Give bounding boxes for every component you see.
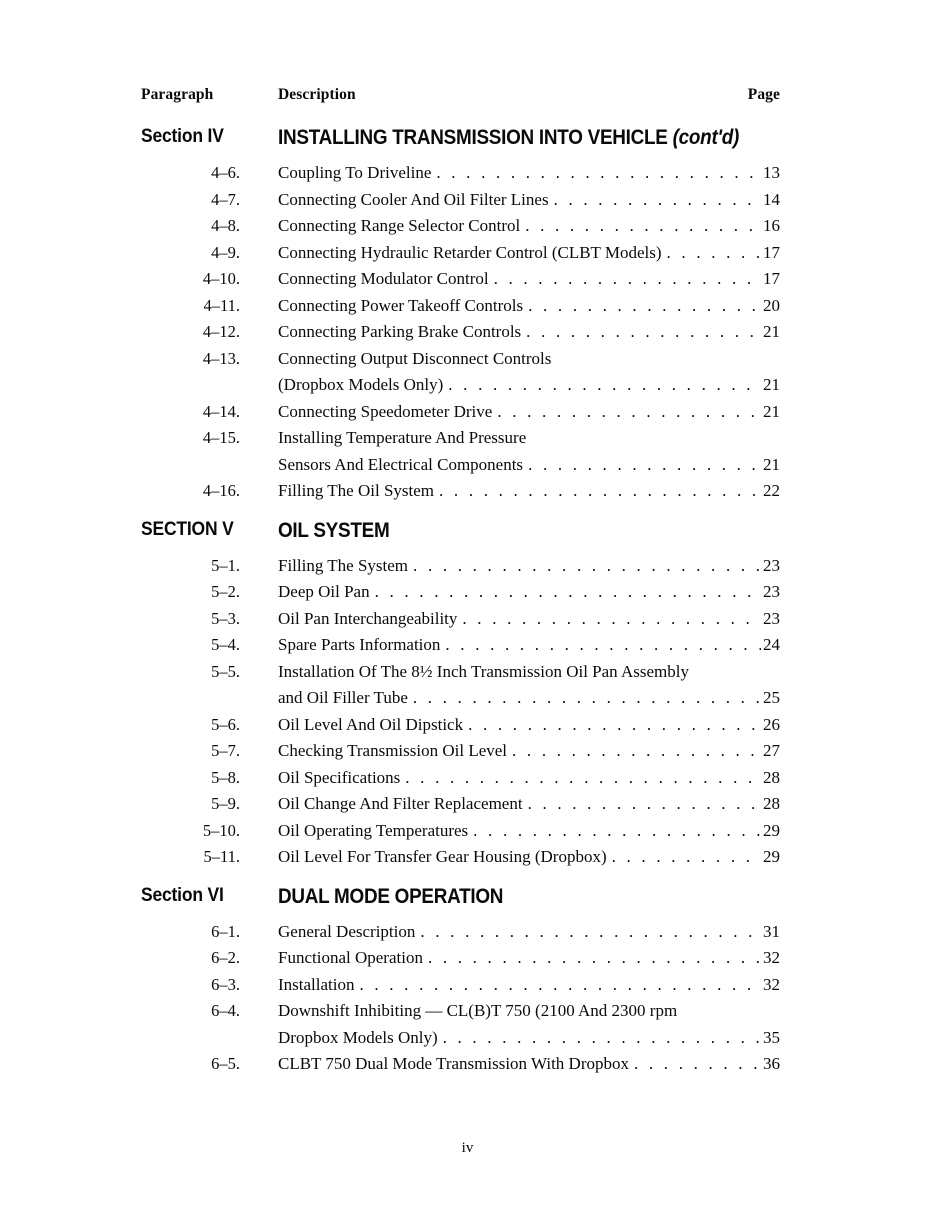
column-header-page: Page — [747, 86, 780, 103]
toc-entry-line — [278, 425, 780, 452]
dot-leader — [473, 818, 761, 845]
section-title — [278, 126, 739, 150]
toc-entry-line — [278, 606, 780, 633]
toc-entry-line — [278, 712, 780, 739]
toc-entry-title: (Dropbox Models Only) — [278, 375, 444, 394]
toc-entry[interactable] — [141, 606, 780, 633]
toc-entry-number: 4–9. — [211, 242, 240, 262]
dot-leader — [443, 1025, 761, 1052]
toc-entry[interactable] — [141, 240, 780, 267]
toc-entry-title: Oil Operating Temperatures — [278, 820, 469, 840]
toc-entry[interactable] — [141, 945, 780, 972]
toc-entry-line — [278, 998, 780, 1025]
dot-leader — [528, 791, 761, 818]
toc-entry-line — [278, 579, 780, 606]
dot-leader — [436, 160, 761, 187]
section-title — [278, 885, 503, 909]
toc-entry-line — [278, 399, 780, 426]
toc-entry-number: 6–4. — [211, 1001, 240, 1020]
section-label: SECTION V — [141, 518, 234, 540]
toc-entry[interactable] — [141, 632, 780, 659]
dot-leader — [413, 685, 761, 712]
section-title-continued: (cont'd) — [672, 126, 740, 149]
toc-entry-number: 4–6. — [211, 163, 240, 182]
toc-entry-title: Connecting Cooler And Oil Filter Lines — [278, 189, 549, 209]
toc-entry-line — [278, 765, 780, 792]
toc-entry-page-number: 22 — [763, 481, 780, 500]
toc-entry-number: 5–11. — [203, 847, 240, 866]
toc-entry-page-number: 29 — [763, 820, 780, 840]
column-header-description: Description — [278, 86, 356, 103]
toc-entry-body — [278, 478, 780, 505]
toc-entry[interactable] — [141, 160, 780, 187]
dot-leader — [634, 1051, 761, 1078]
dot-leader — [526, 319, 761, 346]
toc-entry-line — [278, 240, 780, 267]
toc-entry-page-number: 21 — [763, 322, 780, 341]
toc-entry-line — [278, 452, 780, 479]
toc-entry-number: 5–9. — [211, 794, 240, 813]
toc-entry-page-number: 23 — [763, 608, 780, 628]
toc-entry-number: 6–2. — [211, 948, 240, 967]
dot-leader — [439, 478, 761, 505]
toc-entry[interactable] — [141, 478, 780, 505]
toc-entry-line — [278, 1051, 780, 1078]
toc-entry-page-number: 32 — [763, 974, 780, 994]
toc-entry-page-number: 23 — [763, 555, 780, 575]
toc-entry-line — [278, 553, 780, 580]
toc-entry-body — [278, 919, 780, 946]
toc-entry-body — [278, 972, 780, 999]
toc-entry-page-number: 29 — [763, 847, 780, 866]
toc-entry-body — [278, 240, 780, 267]
dot-leader — [528, 452, 761, 479]
dot-leader — [445, 632, 761, 659]
toc-entry-title: Filling The System — [278, 555, 409, 575]
toc-entry-page-number: 31 — [763, 921, 780, 941]
dot-leader — [667, 240, 761, 267]
toc-entry-title: Connecting Parking Brake Controls — [278, 322, 522, 341]
table-of-contents — [141, 126, 780, 1078]
toc-entry-number: 5–8. — [211, 767, 240, 787]
toc-entry-number: 4–7. — [211, 189, 240, 209]
toc-entry-line — [278, 187, 780, 214]
toc-entry-line — [278, 319, 780, 346]
toc-entry-title: Oil Change And Filter Replacement — [278, 794, 523, 813]
toc-entry[interactable] — [141, 791, 780, 818]
column-header-paragraph: Paragraph — [141, 86, 214, 103]
toc-entry[interactable] — [141, 425, 780, 478]
toc-entry-body — [278, 998, 780, 1051]
dot-leader — [428, 945, 761, 972]
toc-entry-line — [278, 293, 780, 320]
toc-entry-page-number: 25 — [763, 688, 780, 707]
toc-entry-number: 5–1. — [211, 555, 240, 575]
toc-entry-number: 6–5. — [211, 1054, 240, 1073]
section-heading — [141, 126, 780, 160]
dot-leader — [468, 712, 761, 739]
toc-entry-page-number: 21 — [763, 375, 780, 394]
toc-entry-title: Oil Pan Interchangeability — [278, 608, 458, 628]
dot-leader — [405, 765, 761, 792]
toc-entry-body — [278, 1051, 780, 1078]
toc-entry-title: Oil Specifications — [278, 767, 401, 787]
toc-entry-body — [278, 606, 780, 633]
toc-entry-title: Dropbox Models Only) — [278, 1027, 438, 1047]
section-heading — [141, 519, 780, 553]
section-title-text: OIL SYSTEM — [278, 518, 390, 542]
dot-leader — [512, 738, 761, 765]
toc-entry[interactable] — [141, 346, 780, 399]
toc-entry-body — [278, 945, 780, 972]
toc-entry-number: 5–2. — [211, 582, 240, 601]
toc-entry-line — [278, 818, 780, 845]
toc-entry[interactable] — [141, 1051, 780, 1078]
section-label: Section VI — [141, 884, 224, 906]
toc-entry-body — [278, 844, 780, 871]
toc-entry-title: Connecting Speedometer Drive — [278, 401, 493, 421]
toc-entry-title: Functional Operation — [278, 948, 423, 967]
toc-entry-number: 5–5. — [211, 661, 240, 681]
toc-entry-body — [278, 266, 780, 293]
toc-entry-title: Installation Of The 8½ Inch Transmission Oil Pan Assembly — [278, 661, 689, 681]
toc-entry-title: Downshift Inhibiting — CL(B)T 750 (2100 And 2300 rpm — [278, 1001, 678, 1020]
toc-entry-line — [278, 478, 780, 505]
toc-entry-page-number: 13 — [763, 163, 780, 182]
toc-entry-page-number: 28 — [763, 767, 780, 787]
toc-entry-line — [278, 1025, 780, 1052]
toc-entry-number: 4–15. — [202, 428, 240, 447]
toc-entry-line — [278, 945, 780, 972]
toc-entry-body — [278, 213, 780, 240]
toc-entry-line — [278, 844, 780, 871]
toc-entry-line — [278, 738, 780, 765]
toc-entry-page-number: 14 — [763, 189, 780, 209]
toc-entry-title: Checking Transmission Oil Level — [278, 741, 508, 760]
section-label: Section IV — [141, 126, 224, 147]
toc-entry-body — [278, 187, 780, 214]
toc-entry-title: Coupling To Driveline — [278, 163, 432, 182]
toc-entry-line — [278, 266, 780, 293]
dot-leader — [462, 606, 761, 633]
toc-entry[interactable] — [141, 213, 780, 240]
toc-entry-body — [278, 399, 780, 426]
toc-entry-number: 6–1. — [211, 921, 240, 941]
toc-entry-body — [278, 346, 780, 399]
toc-entry-body — [278, 659, 780, 712]
toc-entry-title: and Oil Filler Tube — [278, 688, 408, 707]
toc-entry-title: Connecting Power Takeoff Controls — [278, 295, 524, 315]
toc-entry-body — [278, 293, 780, 320]
toc-entry[interactable] — [141, 765, 780, 792]
toc-entry-page-number: 32 — [763, 948, 780, 967]
toc-entry-number: 5–4. — [211, 635, 240, 654]
toc-entry-number: 4–11. — [203, 295, 240, 315]
toc-entry-page-number: 20 — [763, 295, 780, 315]
toc-entry-page-number: 28 — [763, 794, 780, 813]
section-title — [278, 519, 389, 543]
toc-entry-number: 5–3. — [211, 608, 240, 628]
dot-leader — [448, 372, 761, 399]
dot-leader — [554, 187, 761, 214]
toc-entry-title: General Description — [278, 921, 416, 941]
section-heading — [141, 885, 780, 919]
toc-entry-title: Connecting Modulator Control — [278, 269, 489, 288]
toc-entry-page-number: 36 — [763, 1054, 780, 1073]
toc-entry[interactable] — [141, 399, 780, 426]
toc-entry-number: 5–10. — [202, 820, 240, 840]
toc-entry-body — [278, 791, 780, 818]
toc-entry-body — [278, 712, 780, 739]
toc-entry[interactable] — [141, 553, 780, 580]
toc-entry[interactable] — [141, 712, 780, 739]
section-title-text: INSTALLING TRANSMISSION INTO VEHICLE — [278, 126, 673, 149]
toc-entry-number: 4–8. — [211, 216, 240, 235]
dot-leader — [494, 266, 761, 293]
toc-entry[interactable] — [141, 579, 780, 606]
toc-entry-title: Sensors And Electrical Components — [278, 454, 524, 474]
toc-entry-number: 5–6. — [211, 714, 240, 734]
toc-entry-body — [278, 738, 780, 765]
dot-leader — [413, 553, 761, 580]
dot-leader — [359, 972, 761, 999]
toc-entry-title: Deep Oil Pan — [278, 582, 370, 601]
toc-entry-line — [278, 372, 780, 399]
toc-entry-title: Connecting Output Disconnect Controls — [278, 348, 552, 368]
toc-entry-page-number: 16 — [763, 216, 780, 235]
dot-leader — [612, 844, 761, 871]
toc-entry-title: Spare Parts Information — [278, 635, 441, 654]
dot-leader — [375, 579, 761, 606]
dot-leader — [497, 399, 761, 426]
toc-entry-page-number: 27 — [763, 741, 780, 760]
toc-entry-title: Connecting Hydraulic Retarder Control (CLBT Models) — [278, 242, 662, 262]
toc-entry[interactable] — [141, 187, 780, 214]
toc-entry-body — [278, 160, 780, 187]
dot-leader — [525, 213, 761, 240]
column-headers — [141, 86, 780, 108]
toc-entry-line — [278, 972, 780, 999]
toc-entry-page-number: 26 — [763, 714, 780, 734]
toc-entry-body — [278, 425, 780, 478]
toc-entry-body — [278, 319, 780, 346]
toc-entry[interactable] — [141, 293, 780, 320]
toc-entry-body — [278, 765, 780, 792]
toc-entry-line — [278, 346, 780, 373]
toc-entry-number: 5–7. — [211, 741, 240, 760]
toc-entry-page-number: 23 — [763, 582, 780, 601]
page-folio: iv — [461, 1140, 474, 1156]
dot-leader — [420, 919, 761, 946]
toc-entry-line — [278, 791, 780, 818]
toc-entry-page-number: 21 — [763, 454, 780, 474]
toc-entry[interactable] — [141, 972, 780, 999]
toc-entry-body — [278, 818, 780, 845]
toc-entry-title: Filling The Oil System — [278, 481, 435, 500]
toc-entry-body — [278, 632, 780, 659]
toc-entry[interactable] — [141, 659, 780, 712]
toc-entry-title: Oil Level And Oil Dipstick — [278, 714, 464, 734]
toc-entry-line — [278, 213, 780, 240]
toc-entry[interactable] — [141, 818, 780, 845]
toc-entry-page-number: 17 — [763, 242, 780, 262]
toc-entry-title: Oil Level For Transfer Gear Housing (Dropbox) — [278, 847, 607, 866]
toc-entry-line — [278, 632, 780, 659]
toc-entry-line — [278, 160, 780, 187]
toc-entry-number: 4–16. — [202, 481, 240, 500]
toc-entry-title: Installing Temperature And Pressure — [278, 428, 527, 447]
toc-entry-number: 4–12. — [202, 322, 240, 341]
toc-entry[interactable] — [141, 266, 780, 293]
toc-entry-number: 4–14. — [202, 401, 240, 421]
toc-entry-title: Connecting Range Selector Control — [278, 216, 521, 235]
dot-leader — [528, 293, 761, 320]
toc-entry-page-number: 21 — [763, 401, 780, 421]
toc-entry-number: 6–3. — [211, 974, 240, 994]
section-title-text: DUAL MODE OPERATION — [278, 884, 504, 908]
toc-entry-number: 4–10. — [202, 269, 240, 288]
toc-entry-page-number: 17 — [763, 269, 780, 288]
toc-entry[interactable] — [141, 319, 780, 346]
toc-entry-page-number: 24 — [763, 635, 780, 654]
toc-entry-number: 4–13. — [202, 348, 240, 368]
toc-entry-body — [278, 553, 780, 580]
toc-entry-body — [278, 579, 780, 606]
toc-entry-title: CLBT 750 Dual Mode Transmission With Dropbox — [278, 1054, 629, 1073]
toc-entry-title: Installation — [278, 974, 355, 994]
toc-entry-line — [278, 919, 780, 946]
toc-entry[interactable] — [141, 919, 780, 946]
toc-entry[interactable] — [141, 998, 780, 1051]
toc-entry[interactable] — [141, 738, 780, 765]
toc-entry-line — [278, 659, 780, 686]
toc-entry-line — [278, 685, 780, 712]
toc-entry-page-number: 35 — [763, 1027, 780, 1047]
toc-entry[interactable] — [141, 844, 780, 871]
